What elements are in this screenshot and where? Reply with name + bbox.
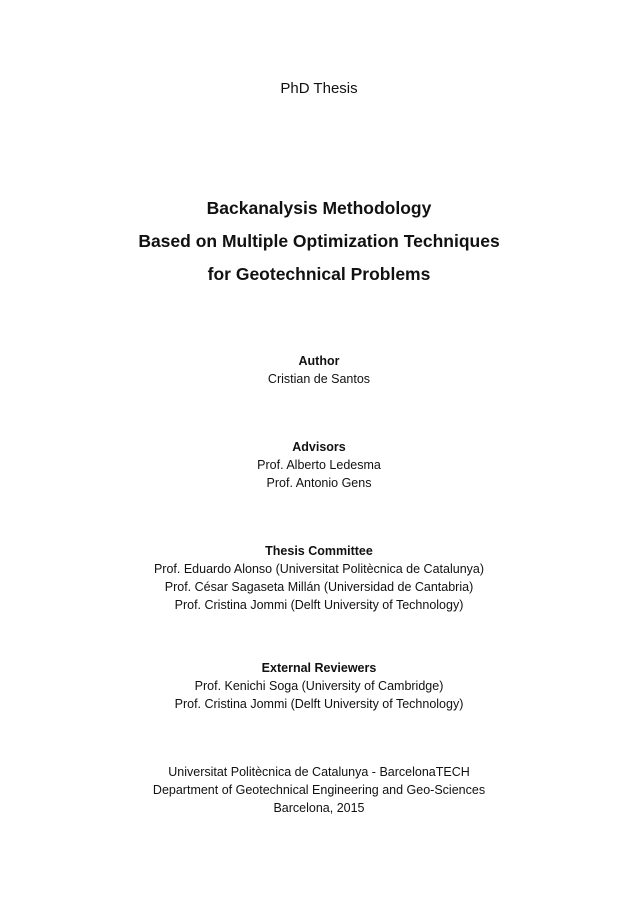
institution-section [0, 763, 638, 817]
reviewers-heading: External Reviewers [261, 661, 377, 675]
reviewer-name: Prof. Cristina Jommi (Delft University of Technology) [174, 697, 464, 711]
committee-member: Prof. Cristina Jommi (Delft University of Technology) [174, 598, 464, 612]
committee-section [0, 542, 638, 614]
advisors-heading: Advisors [292, 440, 346, 454]
author-name: Cristian de Santos [267, 372, 371, 386]
committee-member: Prof. Eduardo Alonso (Universitat Politècnica de Catalunya) [153, 562, 485, 576]
department-name: Department of Geotechnical Engineering and Geo-Sciences [152, 783, 486, 797]
reviewers-section [0, 659, 638, 713]
advisors-section [0, 438, 638, 492]
committee-member: Prof. César Sagaseta Millán (Universidad de Cantabria) [164, 580, 474, 594]
university-name: Universitat Politècnica de Catalunya - BarcelonaTECH [168, 765, 470, 779]
advisor-name: Prof. Antonio Gens [266, 476, 372, 490]
place-and-year: Barcelona, 2015 [273, 801, 365, 815]
committee-heading: Thesis Committee [265, 544, 373, 558]
author-section [0, 352, 638, 388]
thesis-title [0, 192, 638, 291]
title-line: Backanalysis Methodology [206, 198, 432, 218]
reviewer-name: Prof. Kenichi Soga (University of Cambridge) [194, 679, 444, 693]
author-heading: Author [298, 354, 340, 368]
title-line: Based on Multiple Optimization Techniques [138, 231, 500, 251]
document-type-label: PhD Thesis [280, 80, 358, 97]
document-type [0, 79, 638, 99]
advisor-name: Prof. Alberto Ledesma [257, 458, 381, 472]
title-line: for Geotechnical Problems [207, 264, 431, 284]
